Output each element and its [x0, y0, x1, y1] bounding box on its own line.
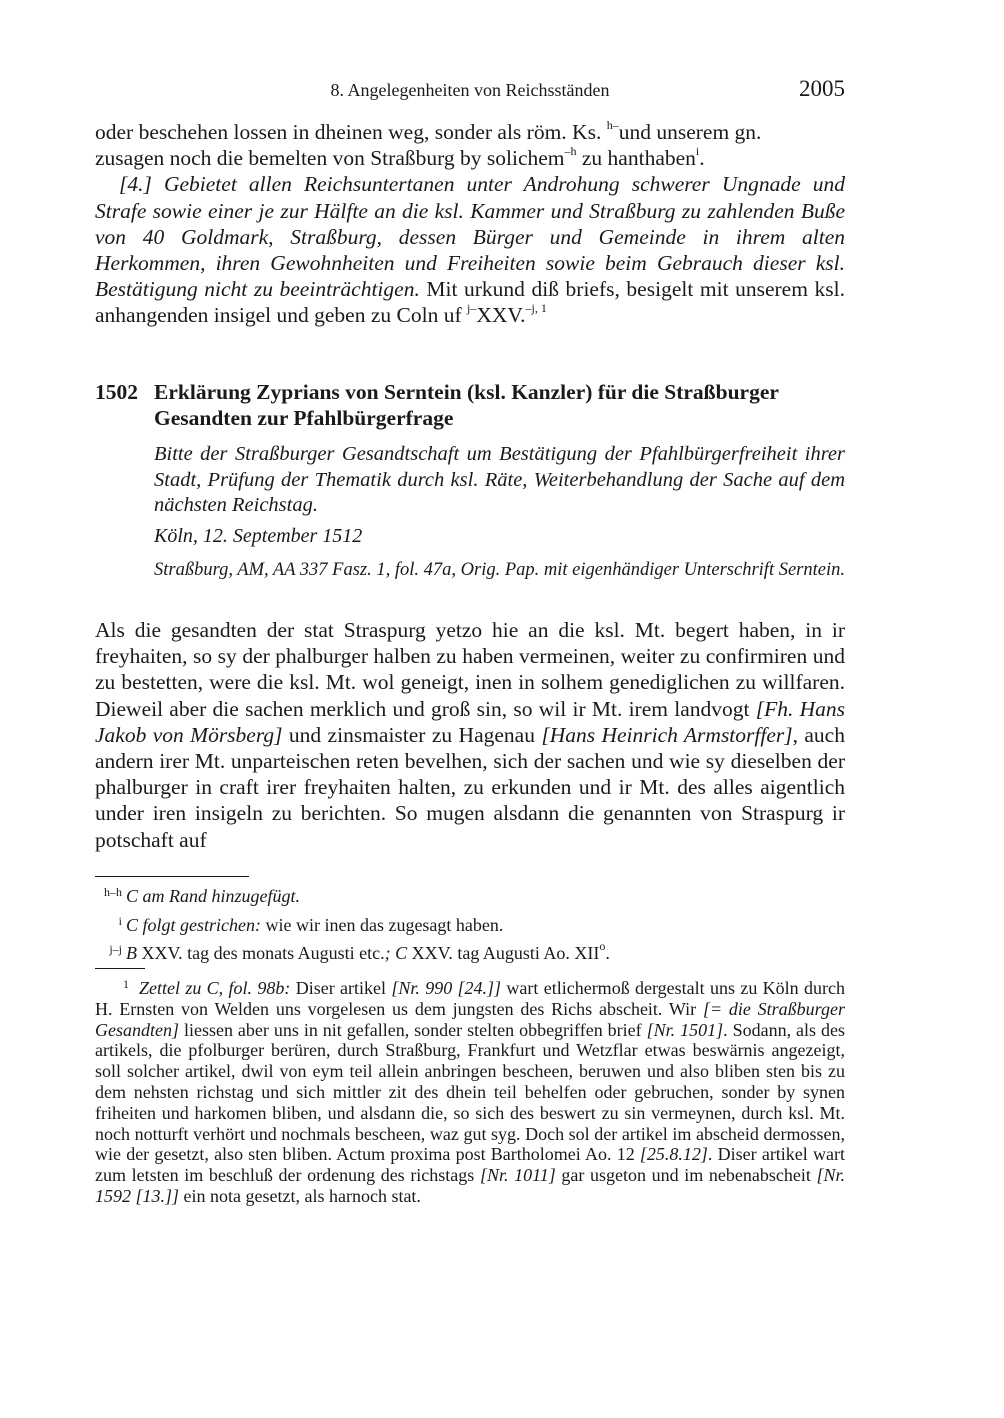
document-regest: Bitte der Straßburger Gesandtschaft um Bestätigung der Pfahlbürgerfreiheit ihrer Stadt, Prüfung der Thematik durch ksl. Räte, Weiterbehandlung der Sache auf dem nächsten Reichstag.	[154, 443, 845, 516]
document-source: Straßburg, AM, AA 337 Fasz. 1, fol. 47a, Orig. Pap. mit eigenhändiger Unterschrift Serntein.	[154, 560, 845, 580]
note-italic: C folgt gestrichen:	[126, 914, 261, 935]
text-note-mark: j–	[466, 301, 477, 316]
text-notes	[90, 880, 850, 966]
note-italic: ; C	[384, 943, 408, 963]
document-number: 1502	[95, 380, 138, 404]
commentary-note	[95, 974, 845, 1207]
note-mark: i	[118, 913, 122, 928]
superscript: o	[599, 939, 606, 953]
note-text: gar usgeton und im nebenabscheit	[555, 1165, 817, 1186]
text-span: XXV.	[476, 303, 526, 328]
running-head-title: 8. Angelegenheiten von Reichsständen	[330, 80, 610, 100]
note-text: liessen aber uns in nit gefallen, sonder stelten obbegriffen brief	[179, 1019, 647, 1040]
text-note-mark: i	[695, 144, 700, 159]
page-number: 2005	[799, 76, 845, 101]
footnote-rule	[95, 876, 249, 877]
note-italic: [Nr. 1501]	[646, 1019, 724, 1040]
text-span: oder beschehen lossen in dheinen weg, sonder als röm. Ks.	[95, 120, 607, 144]
text-span: Mit urkund diß briefs, besigelt mit unserem ksl. anhangenden insigel und geben zu Coln uf	[95, 277, 845, 328]
note-mark: h–h	[104, 885, 122, 899]
continuation-text	[95, 119, 845, 329]
main-text	[95, 617, 845, 853]
text-span: .	[699, 146, 705, 171]
note-mark: 1	[123, 977, 129, 991]
document-title: Erklärung Zyprians von Serntein (ksl. Kanzler) für die Straßburger Gesandten zur Pfahlbürgerfrage	[154, 380, 779, 430]
running-head	[95, 76, 845, 106]
note-italic: C am Rand hinzugefügt.	[126, 886, 300, 906]
text-note-mark: h–	[606, 117, 619, 132]
text-span: , auch andern irer Mt. unparteischen reten bevelhen, sich der sachen und wie sy dieselben der phalburger in craft irer freyhaiten halten, zu erkunden und ir Mt. des alles aigentlich under iren insigeln zu berichten. So mugen alsdann die genannten von Straspurg ir potschaft auf	[95, 722, 845, 852]
editorial-insertion: [Hans Heinrich Armstorffer]	[541, 722, 793, 747]
continuation-line-1	[95, 119, 845, 145]
editorial-insertion: [Fh. Hans Jakob von Mörsberg]	[95, 696, 845, 747]
text-span: und unserem gn.	[618, 120, 762, 144]
note-text: . Sodann, als des artikels, die pfolburger berüren, durch Straßburg, Frankfurt und Wetzflar etwas beswärnis angezeigt, soll solcher artikel, dwil von eym teil allein anbringen bescheen, beruwen und also bliben sten bis zu dem nehsten richstag und sich mittler zit des dhein teil behelfen oder gebruchen, sonder by synen friheiten und harkomen bliben, und alsdann die, so sich des beswert zu sin vermeynen, durch ksl. Mt. noch notturft verhört und nochmals bescheen, waz gut syg. Doch sol der artikel im abscheid dermossen, wie der gesetzt, also sten bliben. Actum proxima post Bartholomei Ao. 12	[95, 1019, 846, 1165]
note-italic: Zettel zu C, fol. 98b:	[139, 978, 291, 998]
editor-summary: [4.] Gebietet allen Reichsuntertanen unter Androhung schwerer Ungnade und Strafe sowie einer je zur Hälfte an die ksl. Kammer und Straßburg zu zahlenden Buße von 40 Goldmark, Straßburg, dessen Bürger und Gemeinde in ihrem alten Herkommen, ihren Gewohnheiten und Freiheiten sowie beim Gebrauch dieser ksl. Bestätigung nicht zu beeinträchtigen.	[95, 172, 845, 302]
note-text: . Diser artikel wart zum letsten im beschluß der ordenung des richstags	[95, 1144, 845, 1186]
commentary-rule	[95, 968, 145, 969]
note-text: XXV. tag Augusti Ao. XII	[407, 943, 600, 963]
text-span: zusagen noch die bemelten von Straßburg by solichem	[95, 146, 565, 171]
text-note	[90, 880, 850, 909]
note-text: wie wir inen das zugesagt haben.	[260, 914, 504, 935]
note-text: XXV. tag des monats Augusti etc.	[137, 943, 385, 963]
note-mark: –j, 1	[525, 301, 547, 316]
note-text: .	[605, 943, 610, 963]
note-mark: j–j	[109, 942, 122, 956]
note-text: wart etlichermoß dergestalt uns zu Köln durch H. Ernsten von Welden uns vorgelesen us dem jungsten des Richs abscheit. Wir	[95, 978, 845, 1019]
document-date: Köln, 12. September 1512	[154, 525, 363, 547]
note-italic: [= die Straßburger Gesandten]	[95, 998, 846, 1040]
note-text: Diser artikel	[290, 978, 392, 998]
note-italic: [25.8.12]	[639, 1144, 708, 1165]
continuation-line-2	[95, 145, 845, 171]
note-text: ein nota gesetzt, als harnoch stat.	[179, 1185, 421, 1206]
text-note-mark: –h	[564, 144, 577, 159]
text-span: Als die gesandten der stat Straspurg yetzo hie an die ksl. Mt. begert haben, in ir freyhaiten, so sy der phalburger halben zu haben vermeinen, weiter zu confirmiren und zu bestetten, were die ksl. Mt. wol geneigt, inen in solhem genediglichen zu willfaren. Dieweil aber die sachen merklich und groß sin, so wil ir Mt. irem landvogt	[95, 618, 845, 721]
text-note	[90, 937, 850, 966]
note-italic: [Nr. 1592 [13.]]	[95, 1165, 845, 1206]
main-paragraph	[95, 617, 845, 853]
note-italic: B	[126, 943, 137, 963]
text-note	[90, 909, 850, 938]
text-span: und zinsmaister zu Hagenau	[282, 722, 542, 747]
text-span: zu hanthaben	[576, 146, 696, 171]
note-italic: [Nr. 990 [24.]]	[391, 978, 502, 998]
paragraph-4	[95, 171, 845, 328]
note-italic: [Nr. 1011]	[479, 1165, 556, 1186]
